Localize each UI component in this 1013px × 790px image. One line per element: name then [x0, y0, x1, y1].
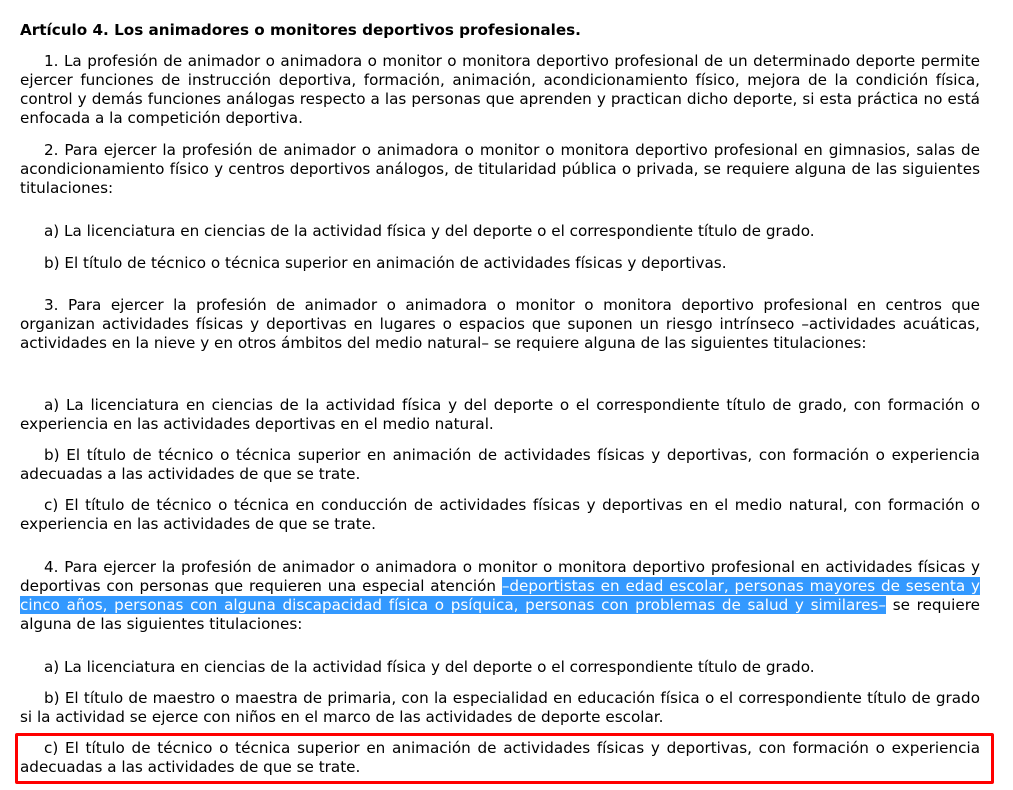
paragraph-3-item-a: a) La licenciatura en ciencias de la actividad física y del deporte o el correspondiente título de grado, con formación o experiencia en las actividades deportivas en el medio natural. — [20, 396, 980, 433]
paragraph-4-text-start: 4. Para ejercer la profesión de animador o animadora o monitor o monitora deportivo profesional en actividades físicas y deportivas con personas que requieren una especial atención — [20, 558, 980, 595]
paragraph-2-item-a: a) La licenciatura en ciencias de la actividad física y del deporte o el correspondiente título de grado. — [44, 222, 815, 240]
paragraph-3: 3. Para ejercer la profesión de animador o animadora o monitor o monitora deportivo profesional en centros que organizan actividades físicas y deportivas en lugares o espacios que suponen un riesgo intrínseco –actividades acuáticas, actividades en la nieve y en otros ámbitos del medio natural– se requiere alguna de las siguientes titulaciones: — [20, 296, 980, 352]
paragraph-1: 1. La profesión de animador o animadora o monitor o monitora deportivo profesional de un determinado deporte permite ejercer funciones de instrucción deportiva, formación, animación, acondicionamiento físico, mejora de la condición física, control y demás funciones análogas respecto a las personas que aprenden y practican dicho deporte, si esta práctica no está enfocada a la competición deportiva. — [20, 52, 980, 127]
paragraph-4-text-end: se requiere alguna de las siguientes titulaciones: — [20, 596, 980, 633]
paragraph-3-item-c: c) El título de técnico o técnica en conducción de actividades físicas y deportivas en el medio natural, con formación o experiencia en las actividades de que se trate. — [20, 496, 980, 533]
paragraph-2: 2. Para ejercer la profesión de animador o animadora o monitor o monitora deportivo profesional en gimnasios, salas de acondicionamiento físico y centros deportivos análogos, de titularidad pública o privada, se requiere alguna de las siguientes titulaciones: — [20, 141, 980, 197]
paragraph-4-item-a: a) La licenciatura en ciencias de la actividad física y del deporte o el correspondiente título de grado. — [44, 658, 815, 676]
paragraph-4[interactable] — [20, 558, 980, 634]
selected-text[interactable]: –deportistas en edad escolar, personas mayores de sesenta y cinco años, personas con alguna discapacidad física o psíquica, personas con problemas de salud y similares– — [20, 577, 980, 614]
paragraph-2-item-b: b) El título de técnico o técnica superior en animación de actividades físicas y deportivas. — [44, 254, 727, 272]
paragraph-4-item-c: c) El título de técnico o técnica superior en animación de actividades físicas y deportivas, con formación o experiencia adecuadas a las actividades de que se trate. — [20, 739, 980, 776]
paragraph-4-item-b: b) El título de maestro o maestra de primaria, con la especialidad en educación física o el correspondiente título de grado si la actividad se ejerce con niños en el marco de las actividades de deporte escolar. — [20, 689, 980, 726]
article-title: Artículo 4. Los animadores o monitores deportivos profesionales. — [20, 21, 581, 39]
paragraph-3-item-b: b) El título de técnico o técnica superior en animación de actividades físicas y deportivas, con formación o experiencia adecuadas a las actividades de que se trate. — [20, 446, 980, 483]
highlight-box — [15, 733, 994, 784]
